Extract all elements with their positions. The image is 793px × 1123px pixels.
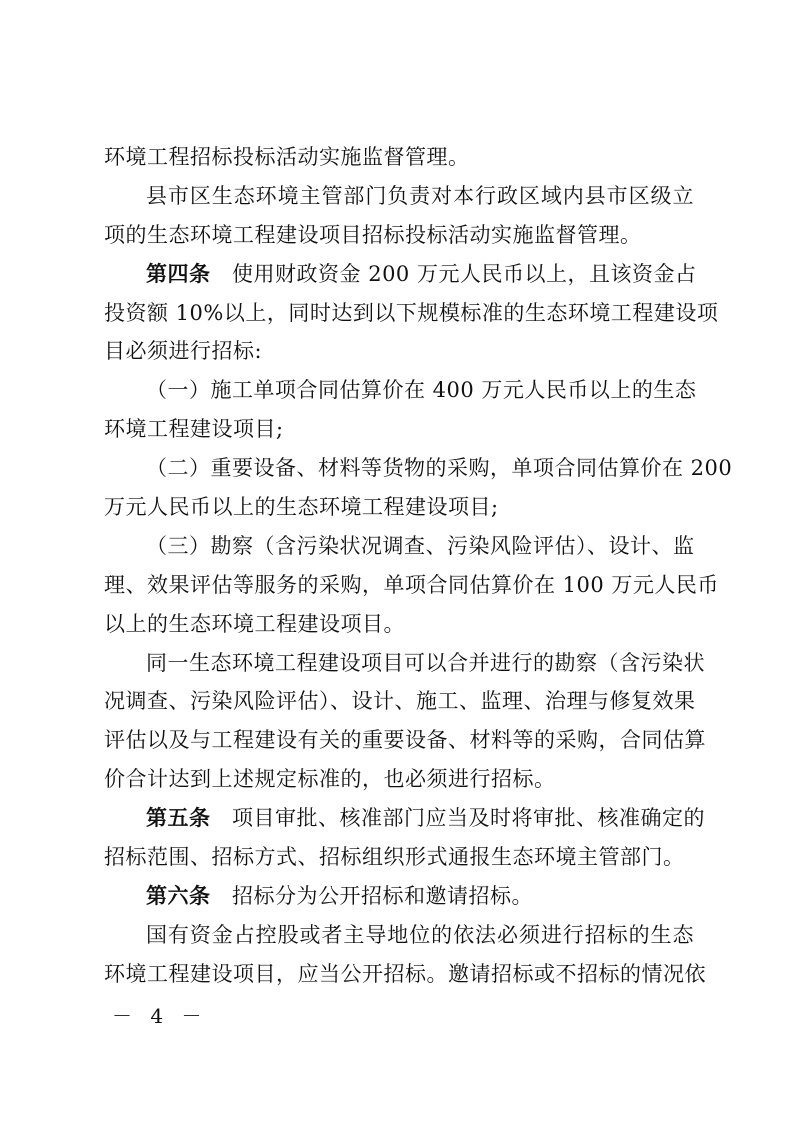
line-text: 招标范围、招标方式、招标组织形式通报生态环境主管部门。 bbox=[104, 845, 685, 870]
article-label: 第四条 bbox=[146, 260, 211, 286]
line-text: 万元人民币以上的生态环境工程建设项目; bbox=[104, 495, 499, 520]
line-text: 目必须进行招标: bbox=[104, 339, 263, 364]
body-line bbox=[104, 838, 694, 877]
line-text: 招标分为公开招标和邀请招标。 bbox=[232, 883, 534, 908]
document-body bbox=[104, 138, 733, 994]
line-text: 理、效果评估等服务的采购，单项合同估算价在 100 万元人民币 bbox=[104, 572, 719, 597]
body-line bbox=[104, 682, 694, 721]
body-line bbox=[104, 332, 694, 371]
article-6-line bbox=[104, 877, 694, 916]
line-text: （二）重要设备、材料等货物的采购，单项合同估算价在 200 bbox=[146, 456, 733, 481]
body-line bbox=[104, 605, 694, 644]
body-line bbox=[104, 527, 694, 566]
line-text: 县市区生态环境主管部门负责对本行政区域内县市区级立 bbox=[146, 183, 694, 208]
article-label: 第六条 bbox=[146, 882, 211, 908]
body-line bbox=[104, 644, 705, 683]
article-5-line bbox=[104, 799, 706, 838]
line-text: 使用财政资金 200 万元人民币以上，且该资金占 bbox=[232, 261, 697, 286]
body-line bbox=[104, 916, 694, 955]
body-line bbox=[104, 371, 697, 410]
body-line bbox=[104, 449, 733, 488]
body-line bbox=[104, 760, 694, 799]
line-text: 环境工程建设项目，应当公开招标。邀请招标或不招标的情况依 bbox=[104, 961, 706, 986]
line-text: 环境工程招标投标活动实施监督管理。 bbox=[104, 145, 470, 169]
line-text: （三）勘察（含污染状况调查、污染风险评估）、设计、监 bbox=[146, 533, 695, 558]
line-text: 项的生态环境工程建设项目招标投标活动实施监督管理。 bbox=[104, 222, 642, 247]
body-line bbox=[104, 488, 694, 527]
body-line bbox=[104, 177, 694, 216]
line-text: 价合计达到上述规定标准的，也必须进行招标。 bbox=[104, 767, 556, 792]
body-line bbox=[104, 410, 694, 449]
body-line bbox=[104, 216, 694, 255]
article-label: 第五条 bbox=[146, 805, 211, 831]
line-text: 环境工程建设项目; bbox=[104, 417, 284, 442]
line-text: （一）施工单项合同估算价在 400 万元人民币以上的生态 bbox=[146, 378, 697, 403]
line-text: 项目审批、核准部门应当及时将审批、核准确定的 bbox=[232, 806, 706, 831]
line-text: 投资额 10%以上，同时达到以下规模标准的生态环境工程建设项 bbox=[104, 300, 719, 325]
body-line bbox=[104, 138, 694, 177]
body-line bbox=[104, 955, 706, 994]
page-number: － 4 － bbox=[112, 1004, 208, 1028]
article-4-line bbox=[104, 255, 697, 294]
line-text: 国有资金占控股或者主导地位的依法必须进行招标的生态 bbox=[146, 922, 694, 947]
body-line bbox=[104, 294, 719, 333]
line-text: 以上的生态环境工程建设项目。 bbox=[104, 611, 405, 636]
line-text: 况调查、污染风险评估）、设计、施工、监理、治理与修复效果 bbox=[104, 689, 696, 714]
body-line bbox=[104, 566, 719, 605]
line-text: 评估以及与工程建设有关的重要设备、材料等的采购，合同估算 bbox=[104, 728, 706, 753]
line-text: 同一生态环境工程建设项目可以合并进行的勘察（含污染状 bbox=[146, 650, 705, 675]
body-line bbox=[104, 721, 706, 760]
